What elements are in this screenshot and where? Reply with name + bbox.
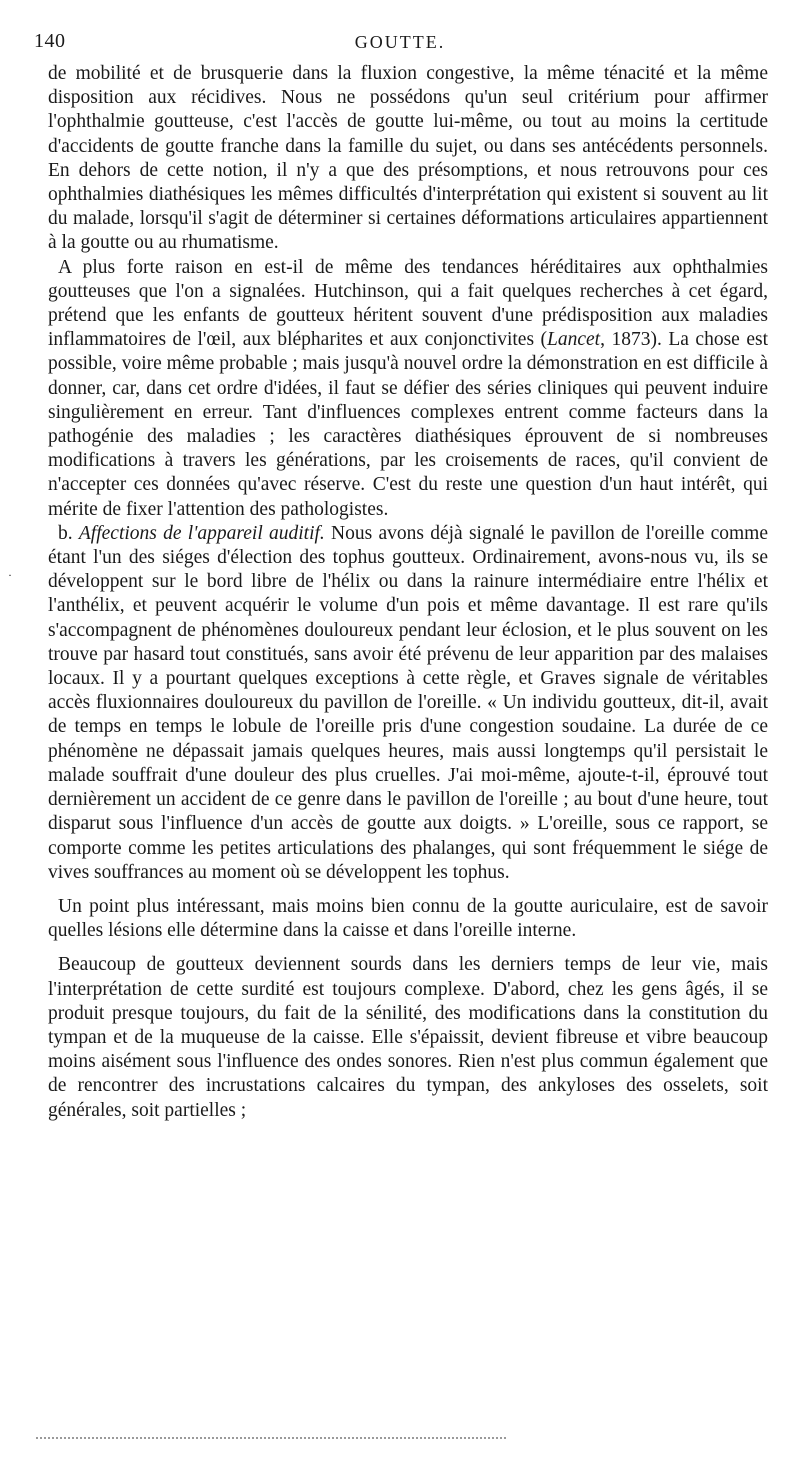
section-body: Nous avons déjà signalé le pavillon de l'oreille comme étant l'un des siéges d'élection des tophus goutteux. Ordinairement, avons-nous vu, ils se développent sur le bord libre de l'hélix ou dans la rainure intermédiaire entre l'hélix et l'anthélix, et peuvent acquérir le volume d'un pois et même davantage. Il est rare qu'ils s'accompagnent de phénomènes douloureux pendant leur éclosion, et le plus souvent on les trouve par hasard tout constitués, sans avoir été prévenu de leur apparition par des malaises locaux. Il y a pourtant quelques exceptions à cette règle, et Graves signale de véritables accès fluxionnaires douloureux du pavillon de l'oreille. « Un individu goutteux, dit-il, avait de temps en temps le lobule de l'oreille pris d'une congestion soudaine. La durée de ce phénomène ne dépassait jamais quelques heures, mais aussi longtemps qu'il persistait le malade souffrait d'une douleur des plus cruelles. J'ai moi-même, ajoute-t-il, éprouvé tout dernièrement un accident de ce genre dans le pavillon de l'oreille ; au bout d'une heure, tout disparut sous l'influence d'un accès de goutte aux doigts. » L'oreille, sous ce rapport, se comporte comme les petites articulations des phalanges, qui sont fréquemment le siége de vives souffrances au moment où se développent les tophus.	[48, 522, 768, 883]
paragraph-ophthalmie-continued: de mobilité et de brusquerie dans la fluxion congestive, la même ténacité et la même disposition aux récidives. Nous ne possédons qu'un seul critérium pour affirmer l'ophthalmie goutteuse, c'est l'accès de goutte lui-même, ou tout au moins la certitude d'accidents de goutte franche dans la famille du sujet, ou dans ses antécédents personnels. En dehors de cette notion, il n'y a que des présomptions, et nous retrouvons pour ces ophthalmies diathésiques les mêmes difficultés d'interprétation qui existent si souvent au lit du malade, lorsqu'il s'agit de déterminer si certaines déformations articulaires appartiennent à la goutte ou au rhumatisme.	[48, 63, 768, 254]
paragraph-text-before-citation: A plus forte raison en est-il de même des tendances héréditaires aux ophthalmies goutteuses que l'on a signalées. Hutchinson, qui a fait quelques recherches à cet égard, prétend que les enfants de goutteux héritent souvent d'une prédisposition aux maladies inflammatoires de l'œil, aux blépharites et aux conjonctivites (	[48, 256, 768, 351]
running-head: GOUTTE.	[354, 32, 446, 52]
paragraph-deafness: Beaucoup de goutteux deviennent sourds dans les derniers temps de leur vie, mais l'interprétation de cette surdité est toujours complexe. D'abord, chez les gens âgés, il se produit presque toujours, du fait de la sénilité, des modifications dans la constitution du tympan et de la muqueuse de la caisse. Elle s'épaissit, devient fibreuse et vibre beaucoup moins aisément sous l'influence des ondes sonores. Rien n'est plus commun également que de rencontrer des incrustations calcaires du tympan, des ankyloses des osselets, soit générales, soit partielles ;	[48, 954, 768, 1121]
section-label: b.	[58, 522, 73, 544]
paragraph-auditory-section	[48, 522, 768, 885]
section-title: Affections de l'appareil auditif.	[78, 522, 325, 544]
page-header	[30, 30, 770, 58]
paragraph-hereditary-tendencies	[48, 256, 768, 522]
paragraph-hereditary-tendencies-text	[48, 257, 768, 520]
footer-rule	[36, 1437, 506, 1439]
paragraph-text-after-citation: , 1873). La chose est possible, voire même probable ; mais jusqu'à nouvel ordre la démonstration en est difficile à donner, car, dans cet ordre d'idées, il faut se défier des séries cliniques qui peuvent induire singulièrement en erreur. Tant d'influences complexes entrent comme facteurs dans la pathogénie des maladies ; les caractères diathésiques éprouvent de si nombreuses modifications à travers les générations, par les croisements de races, qu'il convient de n'accepter ces données qu'avec réserve. C'est du reste une question d'un haut intérêt, qui mérite de fixer l'attention des pathologistes.	[48, 329, 768, 520]
margin-mark: ·	[8, 568, 12, 582]
citation-journal: Lancet	[547, 329, 601, 351]
body-text	[48, 62, 768, 1123]
page-number: 140	[34, 30, 66, 52]
paragraph-auricular-gout: Un point plus intéressant, mais moins bien connu de la goutte auriculaire, est de savoir quelles lésions elle détermine dans la caisse et dans l'oreille interne.	[48, 895, 768, 942]
